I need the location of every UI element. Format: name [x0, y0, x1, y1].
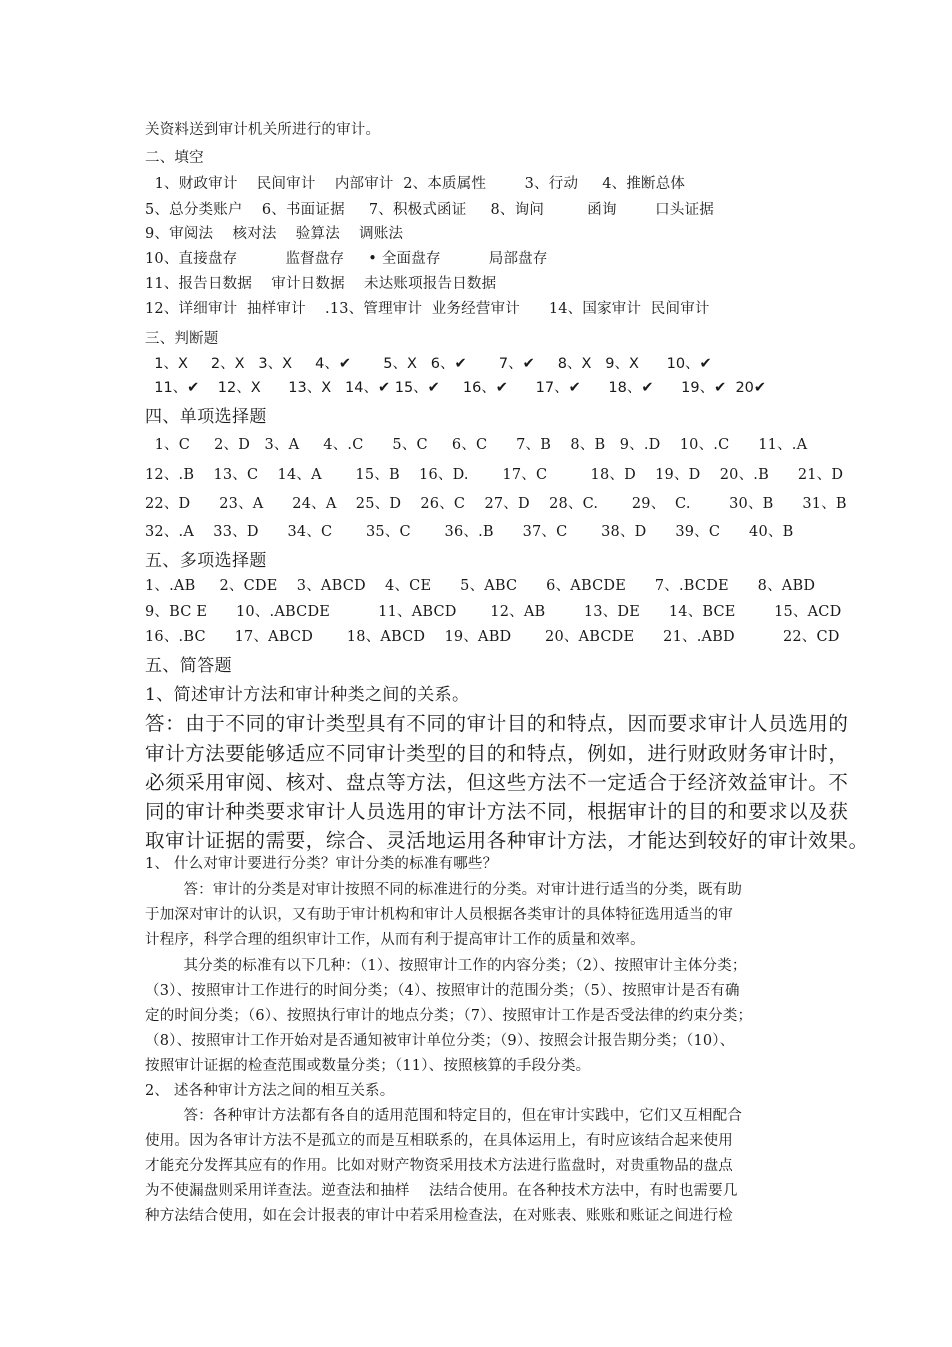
- text-line: 10、直接盘存 监督盘存 • 全面盘存 局部盘存: [145, 251, 548, 267]
- question-title: 2、 述各种审计方法之间的相互关系。: [145, 1083, 395, 1099]
- answer-row-single-choice: 32、.A 33、D 34、C 35、C 36、.B 37、C 38、D 39、C 40、B: [145, 524, 794, 540]
- answer-row-multiple-choice: 16、.BC 17、ABCD 18、ABCD 19、ABD 20、ABCDE 21、.ABD 22、CD: [145, 629, 840, 645]
- question-title: 1、简述审计方法和审计种类之间的关系。: [145, 685, 470, 705]
- answer-row-single-choice: 22、D 23、A 24、A 25、D 26、C 27、D 28、C. 29、 C. 30、B 31、B: [145, 496, 847, 512]
- answer-paragraph-line: 为不使漏盘则采用详查法。逆查法和抽样 法结合使用。在各种技术方法中，有时也需要几: [145, 1183, 738, 1199]
- answer-paragraph-line: 必须采用审阅、核对、盘点等方法，但这些方法不一定适合于经济效益审计。不: [145, 771, 849, 794]
- answer-paragraph-line: 取审计证据的需要，综合、灵活地运用各种审计方法，才能达到较好的审计效果。: [145, 829, 869, 852]
- answer-paragraph-line: （8）、按照审计工作开始对是否通知被审计单位分类；（9）、按照会计报告期分类；（10）、: [145, 1033, 735, 1049]
- answer-paragraph-line: 种方法结合使用，如在会计报表的审计中若采用检查法，在对账表、账账和账证之间进行检: [145, 1208, 733, 1224]
- section-heading-single-choice: 四、单项选择题: [145, 407, 267, 427]
- section-heading-true-false: 三、判断题: [145, 331, 219, 347]
- answer-row-single-choice: 12、.B 13、C 14、A 15、B 16、D. 17、C 18、D 19、D 20、.B 21、D: [145, 467, 844, 483]
- text-line: 9、审阅法 核对法 验算法 调账法: [145, 226, 404, 242]
- answer-paragraph-line: 同的审计种类要求审计人员选用的审计方法不同，根据审计的目的和要求以及获: [145, 800, 849, 823]
- text-line: 5、总分类账户 6、书面证据 7、积极式函证 8、询问 函询 口头证据: [145, 202, 714, 218]
- answer-paragraph-line: 计程序，科学合理的组织审计工作，从而有利于提高审计工作的质量和效率。: [145, 932, 645, 948]
- answer-row-multiple-choice: 1、.AB 2、CDE 3、ABCD 4、CE 5、ABC 6、ABCDE 7、.BCDE 8、ABD: [145, 578, 816, 594]
- answer-paragraph-line: 答：由于不同的审计类型具有不同的审计目的和特点，因而要求审计人员选用的: [145, 712, 849, 735]
- answer-paragraph-line: 于加深对审计的认识，又有助于审计机构和审计人员根据各类审计的具体特征选用适当的审: [145, 907, 733, 923]
- answer-paragraph-line: （3）、按照审计工作进行的时间分类；（4）、按照审计的范围分类；（5）、按照审计是否有确: [145, 983, 740, 999]
- answer-paragraph-line: 才能充分发挥其应有的作用。比如对财产物资采用技术方法进行监盘时，对贵重物品的盘点: [145, 1158, 733, 1174]
- text-line: 12、详细审计 抽样审计 .13、管理审计 业务经营审计 14、国家审计 民间审计: [145, 301, 710, 317]
- answer-paragraph-line: 定的时间分类；（6）、按照执行审计的地点分类；（7）、按照审计工作是否受法律的约束分类；: [145, 1008, 753, 1024]
- section-heading-multiple-choice: 五、多项选择题: [145, 551, 267, 571]
- answer-row-multiple-choice: 9、BC E 10、.ABCDE 11、ABCD 12、AB 13、DE 14、BCE 15、ACD: [145, 604, 842, 620]
- answer-paragraph-line: 其分类的标准有以下几种：（1）、按照审计工作的内容分类；（2）、按照审计主体分类；: [145, 958, 747, 974]
- answer-row-true-false: 11、✔ 12、X 13、X 14、✔ 15、✔ 16、✔ 17、✔ 18、✔ 19、✔ 20✔: [145, 380, 767, 396]
- answer-paragraph-line: 按照审计证据的检查范围或数量分类；（11）、按照核算的手段分类。: [145, 1058, 591, 1074]
- answer-row-true-false: 1、X 2、X 3、X 4、✔ 5、X 6、✔ 7、✔ 8、X 9、X 10、✔: [145, 356, 712, 372]
- answer-paragraph-line: 审计方法要能够适应不同审计类型的目的和特点，例如，进行财政财务审计时，: [145, 742, 849, 765]
- answer-paragraph-line: 答：审计的分类是对审计按照不同的标准进行的分类。对审计进行适当的分类，既有助: [145, 882, 743, 898]
- text-line: 11、报告日数据 审计日数据 未达账项报告日数据: [145, 276, 497, 292]
- answer-paragraph-line: 答：各种审计方法都有各自的适用范围和特定目的，但在审计实践中，它们又互相配合: [145, 1108, 743, 1124]
- section-heading-short-answer: 五、简答题: [145, 656, 232, 676]
- answer-paragraph-line: 使用。因为各审计方法不是孤立的而是互相联系的，在具体运用上，有时应该结合起来使用: [145, 1133, 733, 1149]
- text-line: 关资料送到审计机关所进行的审计。: [145, 122, 381, 138]
- section-heading-fill-blank: 二、填空: [145, 150, 204, 166]
- text-line: 1、财政审计 民间审计 内部审计 2、本质属性 3、行动 4、推断总体: [145, 176, 686, 192]
- answer-row-single-choice: 1、C 2、D 3、A 4、.C 5、C 6、C 7、B 8、B 9、.D 10、.C 11、.A: [145, 437, 808, 453]
- question-title: 1、 什么对审计要进行分类？审计分类的标准有哪些？: [145, 856, 498, 872]
